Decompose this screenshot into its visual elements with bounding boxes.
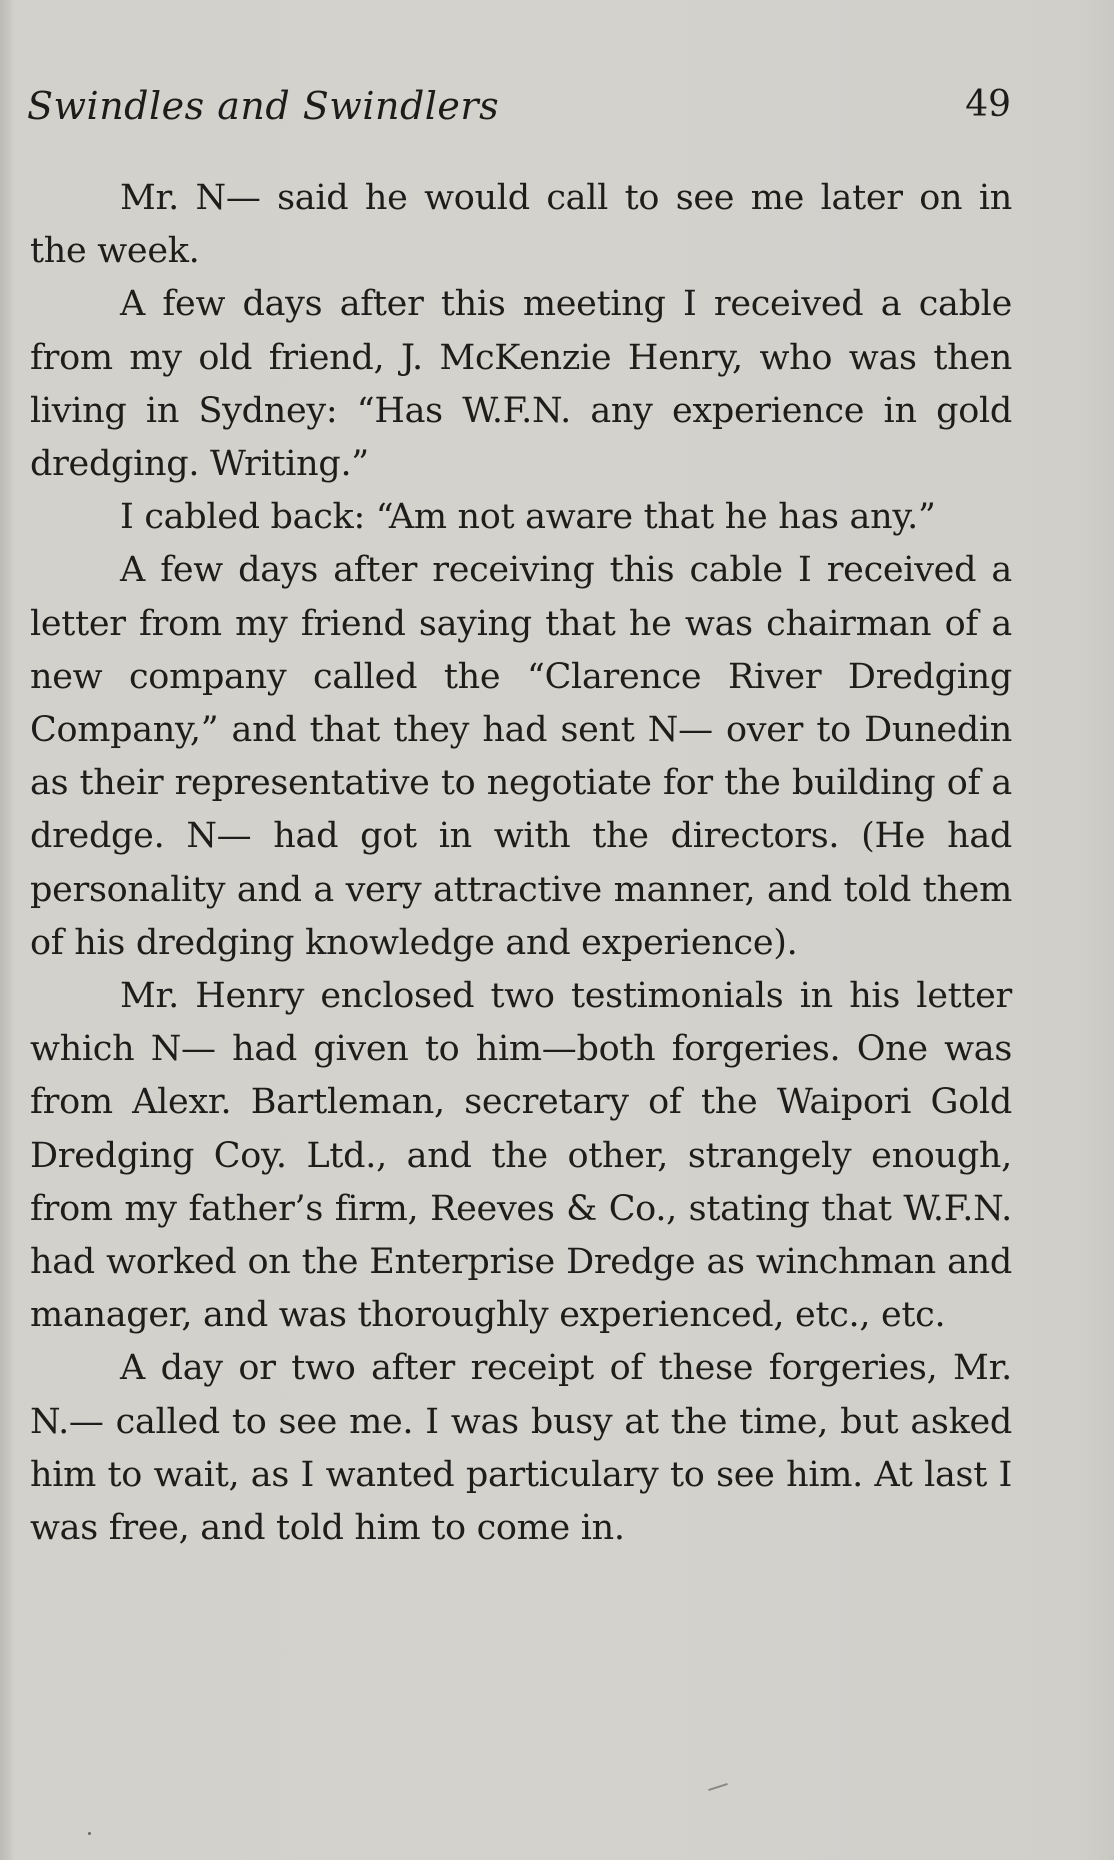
paragraph-1: Mr. N— said he would call to see me later on in the week. <box>30 178 1012 272</box>
spine-shadow <box>0 0 14 1860</box>
body-text <box>30 172 1012 1555</box>
paragraph-4: A few days after receiving this cable I received a letter from my friend saying that he was chairman of a new company called the “Clarence River Dredging Company,” and that they had sent N— over to Dunedin as their representative to negotiate for the building of a dredge. N— had got in with the directors. (He had personality and a very attractive manner, and told them of his dredging knowledge and experience). <box>30 550 1012 963</box>
paragraph-2: A few days after this meeting I received a cable from my old friend, J. McKenzie Henry, who was then living in Sydney: “Has W.F.N. any experience in gold dredging. Writing.” <box>30 284 1012 485</box>
paragraph-3: I cabled back: “Am not aware that he has any.” <box>120 497 936 538</box>
running-head: Swindles and Swindlers <box>27 84 500 128</box>
paragraph-6: A day or two after receipt of these forgeries, Mr. N.— called to see me. I was busy at the time, but asked him to wait, as I wanted particulary to see him. At last I was free, and told him to come in. <box>30 1348 1012 1549</box>
paper-mark <box>708 1783 728 1791</box>
paper-speck <box>88 1832 91 1835</box>
paragraph-5: Mr. Henry enclosed two testimonials in his letter which N— had given to him—both forgeries. One was from Alexr. Bartleman, secretary of the Waipori Gold Dredging Coy. Ltd., and the other, strangely enough, from my father’s firm, Reeves & Co., stating that W.F.N. had worked on the Enterprise Dredge as winchman and manager, and was thoroughly experienced, etc., etc. <box>30 976 1012 1336</box>
page-number: 49 <box>965 84 1011 125</box>
page-header <box>27 84 1011 138</box>
